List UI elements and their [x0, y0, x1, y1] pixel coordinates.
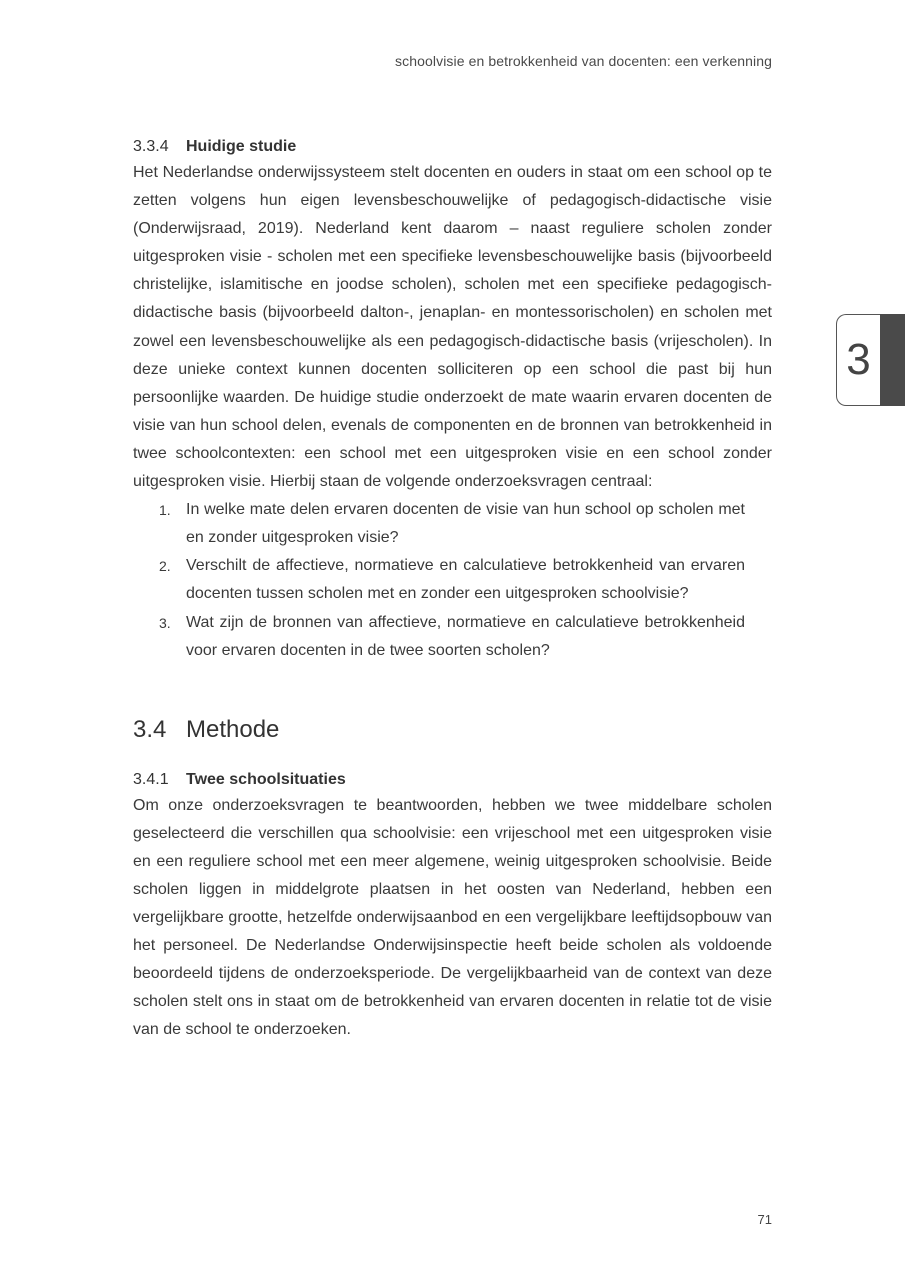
subsection-heading-huidige-studie — [133, 135, 772, 159]
page-body — [133, 135, 772, 1045]
subsection-number: 3.4.1 — [133, 770, 169, 788]
list-item-number: 2. — [159, 558, 171, 575]
chapter-tab — [836, 314, 880, 406]
list-item-text: In welke mate delen ervaren docenten de visie van hun school op scholen met en zonder uitgesproken visie? — [186, 501, 745, 547]
chapter-number: 3 — [846, 335, 871, 384]
list-item-text: Wat zijn de bronnen van affectieve, normatieve en calculatieve betrokkenheid voor ervaren docenten in de twee soorten scholen? — [186, 613, 745, 659]
list-item — [159, 609, 745, 665]
list-item — [159, 496, 745, 552]
subsection-title: Huidige studie — [186, 138, 297, 155]
research-questions-list — [133, 496, 745, 665]
page-number: 71 — [757, 1212, 772, 1227]
list-item-text: Verschilt de affectieve, normatieve en calculatieve betrokkenheid van ervaren docenten tussen scholen met en zonder een uitgesproken schoolvisie? — [186, 557, 745, 603]
paragraph-huidige-studie: Het Nederlandse onderwijssysteem stelt docenten en ouders in staat om een school op te zetten volgens hun eigen levensbeschouwelijke of pedagogisch-didactische visie (Onderwijsraad, 2019). Nederland kent daarom – naast reguliere scholen zonder uitgesproken visie - scholen met een specifieke levensbeschouwelijke basis (bijvoorbeeld christelijke, islamitische en joodse scholen), scholen met een specifieke pedagogisch-didactische basis (bijvoorbeeld dalton-, jenaplan- en montessorischolen) en scholen met zowel een levensbeschouwelijke als een pedagogisch-didactische basis (vrijescholen). In deze unieke context kunnen docenten solliciteren op een school die past bij hun persoonlijke waarden. De huidige studie onderzoekt de mate waarin ervaren docenten de visie van hun school delen, evenals de componenten en de bronnen van betrokkenheid in twee schoolcontexten: een school met een uitgesproken visie en een school zonder uitgesproken visie. Hierbij staan de volgende onderzoeksvragen centraal: — [133, 164, 772, 491]
chapter-tab-bar — [880, 314, 905, 406]
subsection-title: Twee schoolsituaties — [186, 770, 346, 788]
running-header: schoolvisie en betrokkenheid van docenten: een verkenning — [395, 53, 772, 69]
list-item-number: 1. — [159, 502, 171, 519]
section-title: Methode — [186, 715, 280, 743]
subsection-number: 3.3.4 — [133, 138, 169, 155]
section-number: 3.4 — [133, 715, 167, 743]
subsection-heading-twee-schoolsituaties — [133, 768, 772, 792]
paragraph-twee-schoolsituaties: Om onze onderzoeksvragen te beantwoorden, hebben we twee middelbare scholen geselecteerd die verschillen qua schoolvisie: een vrijeschool met een uitgesproken visie en een reguliere school met een meer algemene, weinig uitgesproken schoolvisie. Beide scholen liggen in middelgrote plaatsen in het oosten van Nederland, hebben een vergelijkbare grootte, hetzelfde onderwijsaanbod en een vergelijkbare leeftijdsopbouw van het personeel. De Nederlandse Onderwijsinspectie heeft beide scholen als voldoende beoordeeld tijdens de onderzoeksperiode. De vergelijkbaarheid van de context van deze scholen stelt ons in staat om de betrokkenheid van ervaren docenten in relatie tot de visie van de school te onderzoeken. — [133, 796, 772, 1039]
section-heading-methode — [133, 712, 772, 748]
list-item-number: 3. — [159, 614, 171, 631]
list-item — [159, 552, 745, 608]
